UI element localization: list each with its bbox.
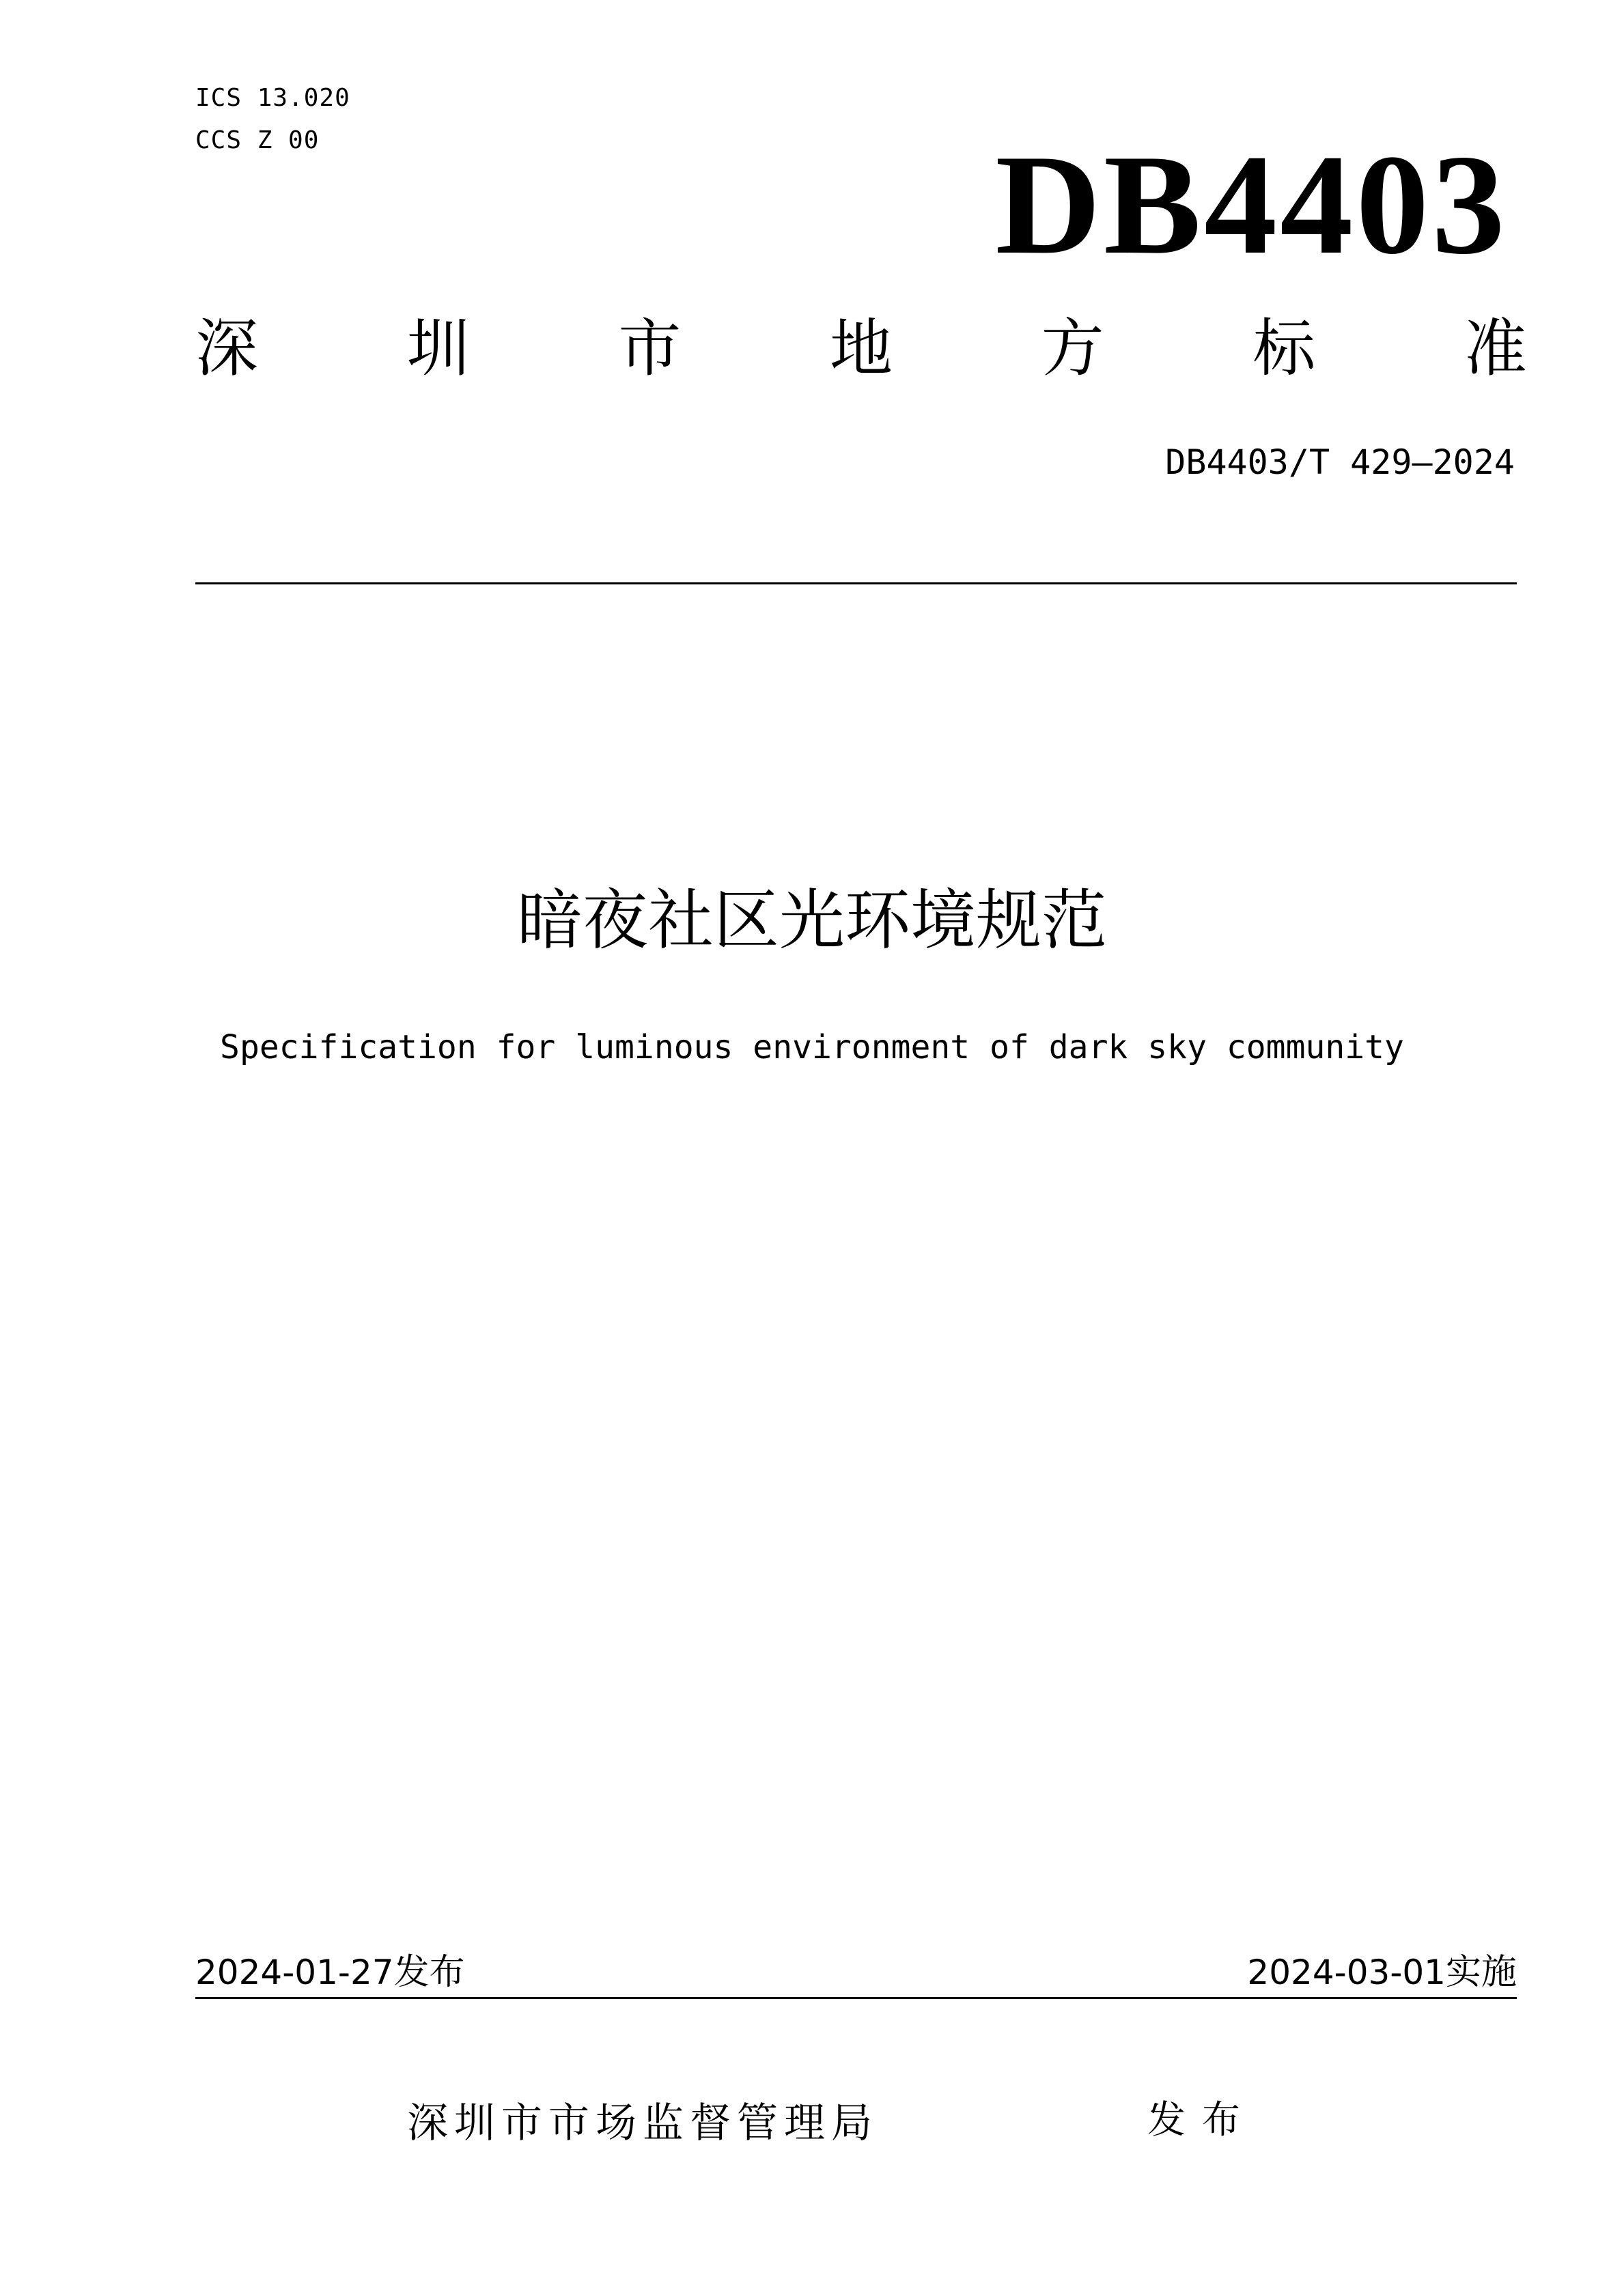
publish-label: 发布 bbox=[1147, 2098, 1257, 2142]
top-divider bbox=[195, 582, 1517, 584]
implementation-date: 2024-03-01 bbox=[1247, 1953, 1446, 1992]
ics-code: ICS 13.020 bbox=[195, 84, 350, 112]
db4403-logo: DB4403 bbox=[995, 126, 1508, 284]
publisher-name: 深圳市市场监督管理局 bbox=[407, 2099, 878, 2147]
implementation-label: 实施 bbox=[1445, 1952, 1517, 1993]
standard-type-char: 方 bbox=[1041, 312, 1104, 385]
standard-type-char: 圳 bbox=[406, 312, 470, 385]
issue-date-line bbox=[195, 1952, 465, 1993]
issue-date: 2024-01-27 bbox=[195, 1953, 394, 1992]
standard-type-char: 准 bbox=[1464, 312, 1527, 385]
standard-number: DB4403/T 429—2024 bbox=[1165, 442, 1515, 482]
standard-type-heading bbox=[195, 312, 1527, 385]
standard-type-char: 标 bbox=[1252, 312, 1316, 385]
implementation-date-line bbox=[1247, 1952, 1517, 1993]
standard-type-char: 地 bbox=[829, 312, 893, 385]
title-chinese: 暗夜社区光环境规范 bbox=[517, 882, 1107, 959]
standard-type-char: 市 bbox=[618, 312, 682, 385]
bottom-divider bbox=[195, 1997, 1517, 1999]
standard-type-char: 深 bbox=[195, 312, 259, 385]
ccs-code: CCS Z 00 bbox=[195, 126, 320, 154]
issue-label: 发布 bbox=[393, 1952, 465, 1993]
title-english: Specification for luminous environment of dark sky community bbox=[220, 1028, 1404, 1066]
